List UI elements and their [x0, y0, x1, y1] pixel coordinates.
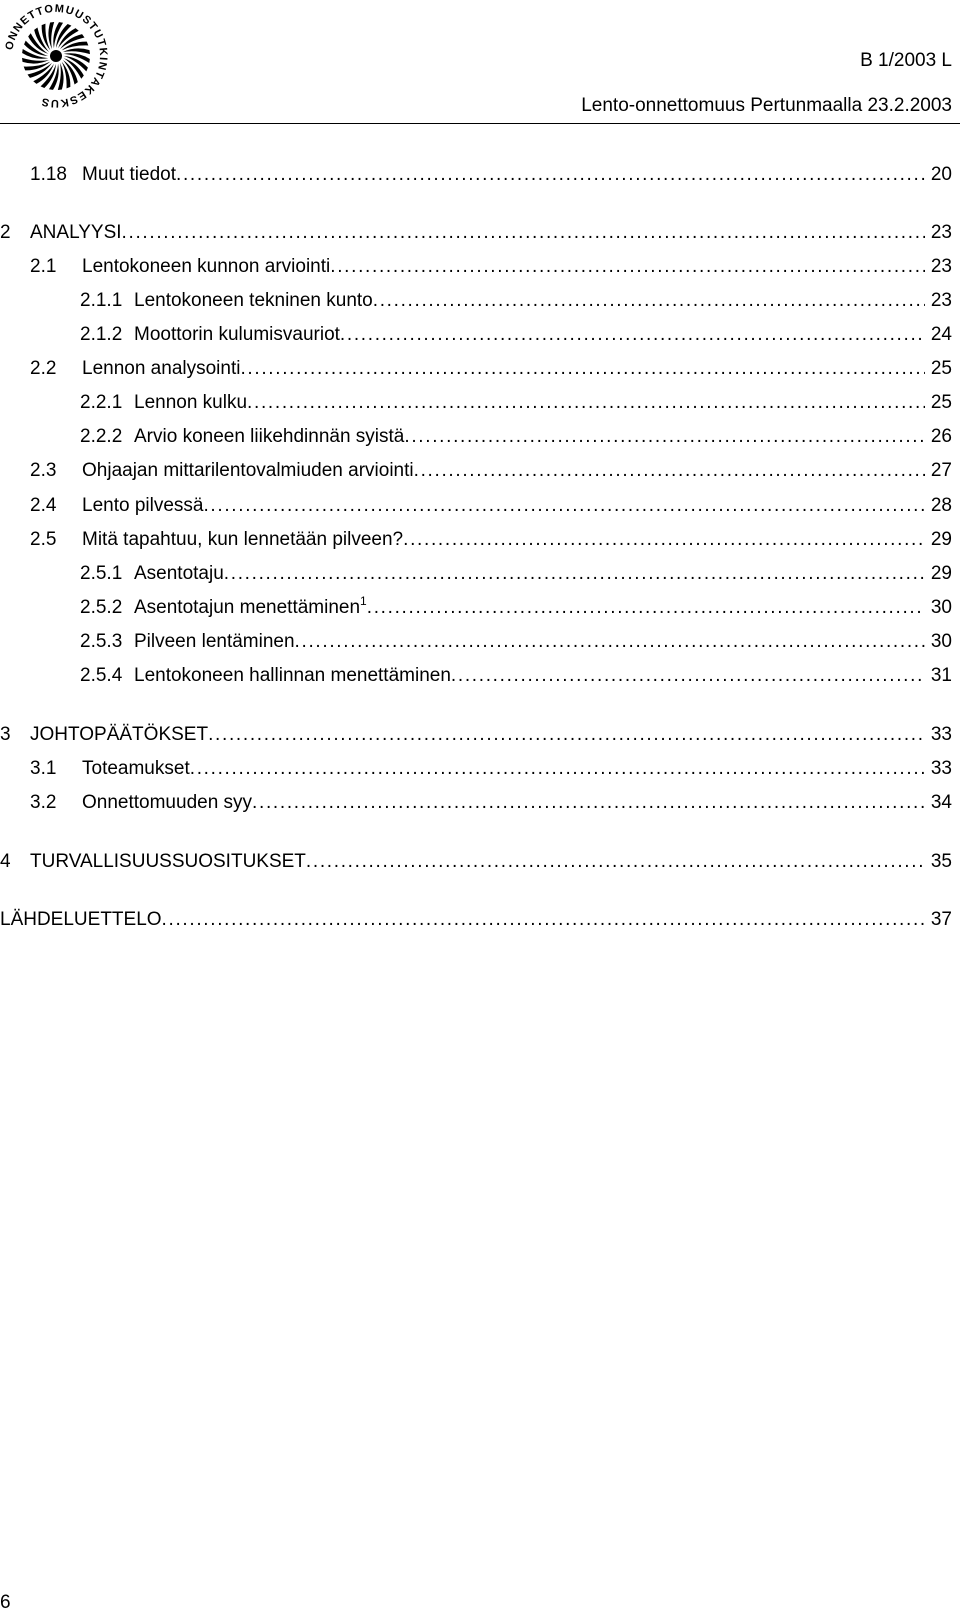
toc-entry[interactable] — [0, 907, 952, 933]
toc-entry-title — [134, 561, 224, 587]
toc-dot-leader — [367, 595, 925, 621]
toc-entry[interactable] — [0, 220, 952, 246]
toc-entry[interactable] — [80, 663, 952, 689]
toc-entry-page: 29 — [930, 529, 952, 550]
toc-entry-number: 2.5 — [30, 529, 57, 550]
toc-entry-number: 2.5.2 — [80, 597, 123, 618]
toc-entry-page: 24 — [930, 324, 952, 345]
toc-dot-leader — [122, 220, 925, 246]
toc-entry-number: 2.5.1 — [80, 563, 123, 584]
toc-entry-title — [134, 288, 373, 314]
toc-dot-leader — [295, 629, 925, 655]
toc-entry-page: 30 — [930, 597, 952, 618]
toc-entry-number: 2 — [0, 222, 11, 243]
toc-entry-number: 2.4 — [30, 495, 57, 516]
toc-entry-title — [30, 220, 122, 246]
toc-dot-leader — [190, 756, 925, 782]
toc-entry[interactable] — [80, 288, 952, 314]
toc-entry-page: 31 — [930, 665, 952, 686]
toc-entry-title — [134, 629, 295, 655]
toc-entry-number: 2.1.2 — [80, 324, 123, 345]
toc-dot-leader — [224, 561, 925, 587]
toc-entry-page: 26 — [930, 426, 952, 447]
toc-entry-title — [82, 790, 252, 816]
toc-entry-number: 3 — [0, 724, 11, 745]
page-number: 6 — [0, 1592, 11, 1613]
toc-entry-title-text: Lentokoneen hallinnan menettäminen — [134, 665, 451, 686]
toc-dot-leader — [252, 790, 925, 816]
toc-entry-page: 33 — [930, 724, 952, 745]
toc-entry[interactable] — [30, 527, 952, 553]
toc-dot-leader — [340, 322, 925, 348]
toc-entry-title — [134, 663, 451, 689]
toc-entry[interactable] — [30, 756, 952, 782]
toc-entry-title-text: Pilveen lentäminen — [134, 631, 295, 652]
toc-entry-number: 2.5.4 — [80, 665, 123, 686]
toc-entry[interactable] — [80, 424, 952, 450]
toc-entry-number: 1.18 — [30, 164, 67, 185]
toc-entry[interactable] — [0, 722, 952, 748]
toc-entry-page: 30 — [930, 631, 952, 652]
toc-entry-title — [82, 162, 176, 188]
toc-entry-title-text: Ohjaajan mittarilentovalmiuden arviointi — [82, 460, 414, 481]
toc-dot-leader — [203, 493, 924, 519]
toc-entry-page: 28 — [930, 495, 952, 516]
toc-entry-number: 2.2.1 — [80, 392, 123, 413]
toc-entry-number: 2.3 — [30, 460, 57, 481]
toc-entry-number: 3.2 — [30, 792, 57, 813]
toc-entry-page: 34 — [930, 792, 952, 813]
toc-dot-leader — [403, 527, 925, 553]
toc-entry-title — [134, 390, 247, 416]
toc-dot-leader — [176, 162, 925, 188]
toc-entry[interactable] — [80, 629, 952, 655]
toc-dot-leader — [330, 254, 925, 280]
toc-entry-page: 25 — [930, 392, 952, 413]
toc-entry-page: 23 — [930, 222, 952, 243]
toc-entry-title-text: Mitä tapahtuu, kun lennetään pilveen? — [82, 529, 404, 550]
toc-entry-number: 2.1 — [30, 256, 57, 277]
toc-entry-number: 2.2 — [30, 358, 57, 379]
toc-entry-page: 27 — [930, 460, 952, 481]
toc-entry-page: 37 — [930, 909, 952, 930]
toc-entry[interactable] — [30, 458, 952, 484]
toc-dot-leader — [404, 424, 924, 450]
toc-dot-leader — [240, 356, 924, 382]
toc-entry-title-text: Asentotajun menettäminen — [134, 597, 361, 618]
toc-dot-leader — [414, 458, 925, 484]
toc-dot-leader — [306, 849, 925, 875]
toc-entry-title — [82, 527, 403, 553]
logo-ring-text: ONNETTOMUUSTUTKINTAKESKUS — [3, 2, 110, 110]
toc-entry-title — [0, 907, 162, 933]
report-title: Lento-onnettomuus Pertunmaalla 23.2.2003 — [581, 95, 952, 116]
toc-entry-page: 29 — [930, 563, 952, 584]
toc-entry-title-text: Lentokoneen tekninen kunto — [134, 290, 373, 311]
toc-entry-number: 3.1 — [30, 758, 57, 779]
toc-entry[interactable] — [30, 790, 952, 816]
toc-entry[interactable] — [30, 493, 952, 519]
toc-entry-title-text: Toteamukset — [82, 758, 190, 779]
toc-entry-page: 20 — [930, 164, 952, 185]
toc-entry[interactable] — [80, 561, 952, 587]
toc-entry[interactable] — [30, 254, 952, 280]
toc-dot-leader — [373, 288, 925, 314]
toc-entry-title-text: Lennon kulku — [134, 392, 248, 413]
toc-entry-title — [30, 849, 306, 875]
toc-entry-title-text: ANALYYSI — [30, 222, 122, 243]
toc-entry[interactable] — [80, 322, 952, 348]
toc-entry-number: 2.2.2 — [80, 426, 123, 447]
toc-dot-leader — [247, 390, 925, 416]
toc-dot-leader — [208, 722, 925, 748]
toc-entry-title-text: Arvio koneen liikehdinnän syistä — [134, 426, 405, 447]
toc-dot-leader — [451, 663, 925, 689]
toc-entry-title — [134, 322, 340, 348]
toc-entry-title-text: JOHTOPÄÄTÖKSET — [30, 724, 209, 745]
toc-entry-title-text: Muut tiedot — [82, 164, 176, 185]
toc-entry-title-text: Lennon analysointi — [82, 358, 241, 379]
toc-entry-title — [30, 722, 208, 748]
toc-entry-title-text: Moottorin kulumisvauriot — [134, 324, 340, 345]
toc-dot-leader — [162, 907, 925, 933]
toc-entry-title-text: Lento pilvessä — [82, 495, 204, 516]
report-code: B 1/2003 L — [860, 50, 952, 71]
toc-entry-title-text: Onnettomuuden syy — [82, 792, 253, 813]
toc-entry-number: 4 — [0, 851, 11, 872]
toc-entry[interactable] — [80, 390, 952, 416]
toc-entry-page: 25 — [930, 358, 952, 379]
toc-entry-title-text: LÄHDELUETTELO — [0, 909, 162, 930]
toc-entry-title — [134, 424, 404, 450]
toc-entry[interactable] — [80, 595, 952, 621]
toc-entry-title-text: Asentotaju — [134, 563, 224, 584]
toc-entry-number: 2.1.1 — [80, 290, 123, 311]
toc-entry-title — [82, 356, 240, 382]
toc-entry[interactable] — [0, 849, 952, 875]
toc-entry-title — [134, 595, 367, 621]
toc-entry-page: 23 — [930, 256, 952, 277]
toc-entry-page: 23 — [930, 290, 952, 311]
toc-entry-title-text: Lentokoneen kunnon arviointi — [82, 256, 331, 277]
toc-entry-title-text: TURVALLISUUSSUOSITUKSET — [30, 851, 306, 872]
toc-entry-title — [82, 458, 414, 484]
toc-entry-number: 2.5.3 — [80, 631, 123, 652]
toc-entry-title — [82, 254, 330, 280]
toc-entry-page: 35 — [930, 851, 952, 872]
toc-entry-title — [82, 493, 203, 519]
footnote-marker: 1 — [360, 594, 367, 608]
toc-entry-page: 33 — [930, 758, 952, 779]
toc-entry[interactable] — [30, 162, 952, 188]
toc-entry[interactable] — [30, 356, 952, 382]
toc-entry-title — [82, 756, 190, 782]
